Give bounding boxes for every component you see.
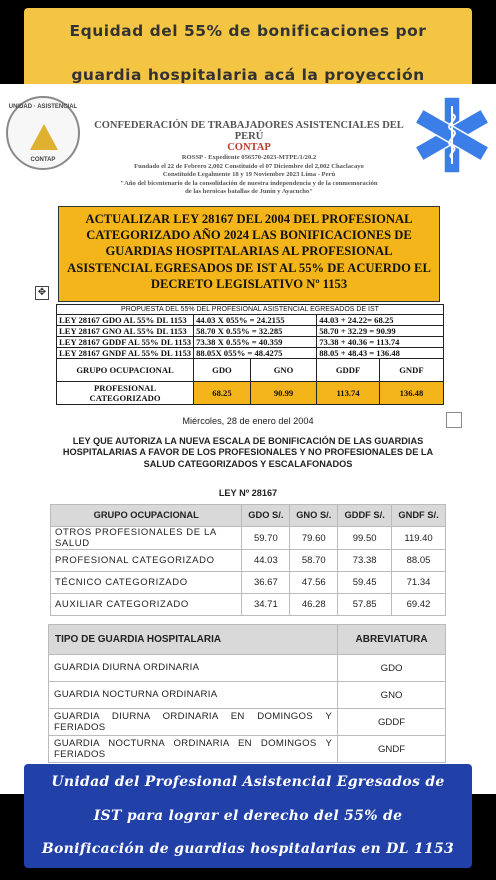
table-cell: AUXILIAR CATEGORIZADO xyxy=(51,594,242,616)
bottom-banner-line-2: IST para lograr el derecho del 55% de xyxy=(93,808,403,824)
table-cell: 34.71 xyxy=(242,594,290,616)
table-cell: 68.25 xyxy=(194,382,251,405)
table-cell: PROFESIONAL CATEGORIZADO xyxy=(51,550,242,572)
org-line-3: Constituido Legalmente 18 y 19 Noviembre 2023 Lima - Perú xyxy=(162,171,336,178)
table-cell: 71.34 xyxy=(392,572,446,594)
org-name: CONFEDERACIÓN DE TRABAJADORES ASISTENCIALES DEL PERÚ xyxy=(94,120,404,142)
org-line-4: "Año del bicentenario de la consolidación de nuestra independencia y de la conmemoración xyxy=(120,179,378,187)
table-cell: 90.99 xyxy=(250,382,316,405)
top-banner-line-2: guardia hospitalaria acá la proyección xyxy=(71,66,425,84)
table-header: GDO S/. xyxy=(242,505,290,527)
logo-ring-bottom-text: CONTAP xyxy=(30,157,56,163)
org-line-5: de las heroicas batallas de Junín y Ayacucho" xyxy=(185,188,313,195)
table-row xyxy=(57,359,444,382)
table-cell: LEY 28167 GNO AL 55% DL 1153 xyxy=(57,326,194,337)
table-cell: 73.38 X 0.55% = 40.359 xyxy=(194,337,317,348)
table-cell: GUARDIA NOCTURNA ORDINARIA EN DOMINGOS Y FERIADOS xyxy=(49,736,338,763)
document-page xyxy=(0,84,496,794)
table-cell: 136.48 xyxy=(379,382,443,405)
table-cell: LEY 28167 GNDF AL 55% DL 1153 xyxy=(57,348,194,359)
proposal-header: PROPUESTA DEL 55% DEL PROFESIONAL ASISTENCIAL EGRESADOS DE IST xyxy=(57,305,444,315)
table-cell: LEY 28167 GDDF AL 55% DL 1153 xyxy=(57,337,194,348)
table-header-row xyxy=(49,625,446,655)
table-cell: 73.38 xyxy=(338,550,392,572)
law-title: LEY QUE AUTORIZA LA NUEVA ESCALA DE BONIFICACIÓN DE LAS GUARDIAS HOSPITALARIAS A FAVOR DE LOS PROFESIONALES Y NO PROFESIONALES DE LA SALUD CATEGORIZADOS Y ESCALAFONADOS xyxy=(62,436,434,469)
table-cell: 113.74 xyxy=(317,382,380,405)
table-row xyxy=(51,572,446,594)
bottom-banner-line-3: Bonificación de guardias hospitalarias en DL 1153 xyxy=(41,841,455,857)
table-cell: 44.03 X 055% = 24.2155 xyxy=(194,315,317,326)
bottom-banner-line-1: Unidad del Profesional Asistencial Egresados de xyxy=(51,774,445,790)
select-checkbox[interactable] xyxy=(446,412,462,428)
table-cell: 44.03 xyxy=(242,550,290,572)
table-cell: GRUPO OCUPACIONAL xyxy=(57,359,194,382)
table-cell: 88.05 + 48.43 = 136.48 xyxy=(317,348,444,359)
table-row xyxy=(49,682,446,709)
table-row xyxy=(57,305,444,315)
table-cell: 58.70 + 32.29 = 90.99 xyxy=(317,326,444,337)
table-row xyxy=(51,550,446,572)
table-row xyxy=(51,594,446,616)
table-row xyxy=(57,326,444,337)
law-number: LEY Nº 28167 xyxy=(218,488,278,498)
top-banner-line-1: Equidad del 55% de bonificaciones por xyxy=(69,22,427,40)
table-row xyxy=(57,348,444,359)
bottom-banner xyxy=(24,764,472,868)
table-cell: GNDF xyxy=(379,359,443,382)
org-line-1: ROSSP - Expediente 056570-2023-MTPE/1/20.2 xyxy=(181,154,317,161)
table-header: GDDF S/. xyxy=(338,505,392,527)
table-row xyxy=(57,315,444,326)
contap-logo xyxy=(6,96,80,170)
table-cell: 59.45 xyxy=(338,572,392,594)
table-cell: GDO xyxy=(338,655,446,682)
table-header: GNO S/. xyxy=(290,505,338,527)
table-cell: GDDF xyxy=(338,709,446,736)
table-cell: 58.70 xyxy=(290,550,338,572)
move-arrows-icon[interactable]: ✥ xyxy=(35,286,49,300)
table-row xyxy=(57,337,444,348)
table-cell: 44.03 + 24.22= 68.25 xyxy=(317,315,444,326)
bonus-table xyxy=(50,504,446,616)
logo-triangle-icon xyxy=(30,124,58,150)
table-row xyxy=(51,527,446,550)
document-date: Miércoles, 28 de enero del 2004 xyxy=(182,416,314,426)
table-cell: TÉCNICO CATEGORIZADO xyxy=(51,572,242,594)
table-row xyxy=(57,382,444,405)
table-cell: 88.05 xyxy=(392,550,446,572)
table-header: ABREVIATURA xyxy=(338,625,446,655)
table-cell: GUARDIA DIURNA ORDINARIA xyxy=(49,655,338,682)
table-cell: GNO xyxy=(338,682,446,709)
table-cell: GUARDIA NOCTURNA ORDINARIA xyxy=(49,682,338,709)
table-cell: 79.60 xyxy=(290,527,338,550)
table-header-row xyxy=(51,505,446,527)
guard-types-table xyxy=(48,624,446,763)
table-cell: 119.40 xyxy=(392,527,446,550)
table-cell: GNDF xyxy=(338,736,446,763)
table-cell: 69.42 xyxy=(392,594,446,616)
org-line-2: Fundado el 22 de Febrero 2,002 Constituido el 07 Diciembre del 2,002 Chaclacayo xyxy=(134,162,364,170)
table-row xyxy=(49,709,446,736)
org-acronym: CONTAP xyxy=(227,142,271,153)
table-cell: 88.05X 055% = 48.4275 xyxy=(194,348,317,359)
table-cell: 46.28 xyxy=(290,594,338,616)
proposal-table xyxy=(56,304,444,405)
table-row xyxy=(49,655,446,682)
logo-ring-top-text: UNIDAD · ASISTENCIAL xyxy=(8,104,78,110)
table-header: GNDF S/. xyxy=(392,505,446,527)
table-cell: 59.70 xyxy=(242,527,290,550)
table-cell: GUARDIA DIURNA ORDINARIA EN DOMINGOS Y FERIADOS xyxy=(49,709,338,736)
table-header: GRUPO OCUPACIONAL xyxy=(51,505,242,527)
table-cell: GNO xyxy=(250,359,316,382)
table-cell: 73.38 + 40.36 = 113.74 xyxy=(317,337,444,348)
table-cell: 47.56 xyxy=(290,572,338,594)
table-row xyxy=(49,736,446,763)
table-cell: LEY 28167 GDO AL 55% DL 1153 xyxy=(57,315,194,326)
table-cell: 57.85 xyxy=(338,594,392,616)
organization-header xyxy=(84,120,414,197)
table-cell: PROFESIONAL CATEGORIZADO xyxy=(57,382,194,405)
table-cell: 58.70 X 0.55% = 32.285 xyxy=(194,326,317,337)
star-of-life-icon xyxy=(412,92,492,178)
proposal-callout: ACTUALIZAR LEY 28167 DEL 2004 DEL PROFESIONAL CATEGORIZADO AÑO 2024 LAS BONIFICACIONES DE GUARDIAS HOSPITALARIAS AL PROFESIONAL ASISTENCIAL EGRESADOS DE IST AL 55% DE ACUERDO EL DECRETO LEGISLATIVO Nº 1153 xyxy=(58,206,440,302)
table-cell: OTROS PROFESIONALES DE LA SALUD xyxy=(51,527,242,550)
table-cell: GDO xyxy=(194,359,251,382)
table-header: TIPO DE GUARDIA HOSPITALARIA xyxy=(49,625,338,655)
table-cell: GDDF xyxy=(317,359,380,382)
table-cell: 99.50 xyxy=(338,527,392,550)
table-cell: 36.67 xyxy=(242,572,290,594)
